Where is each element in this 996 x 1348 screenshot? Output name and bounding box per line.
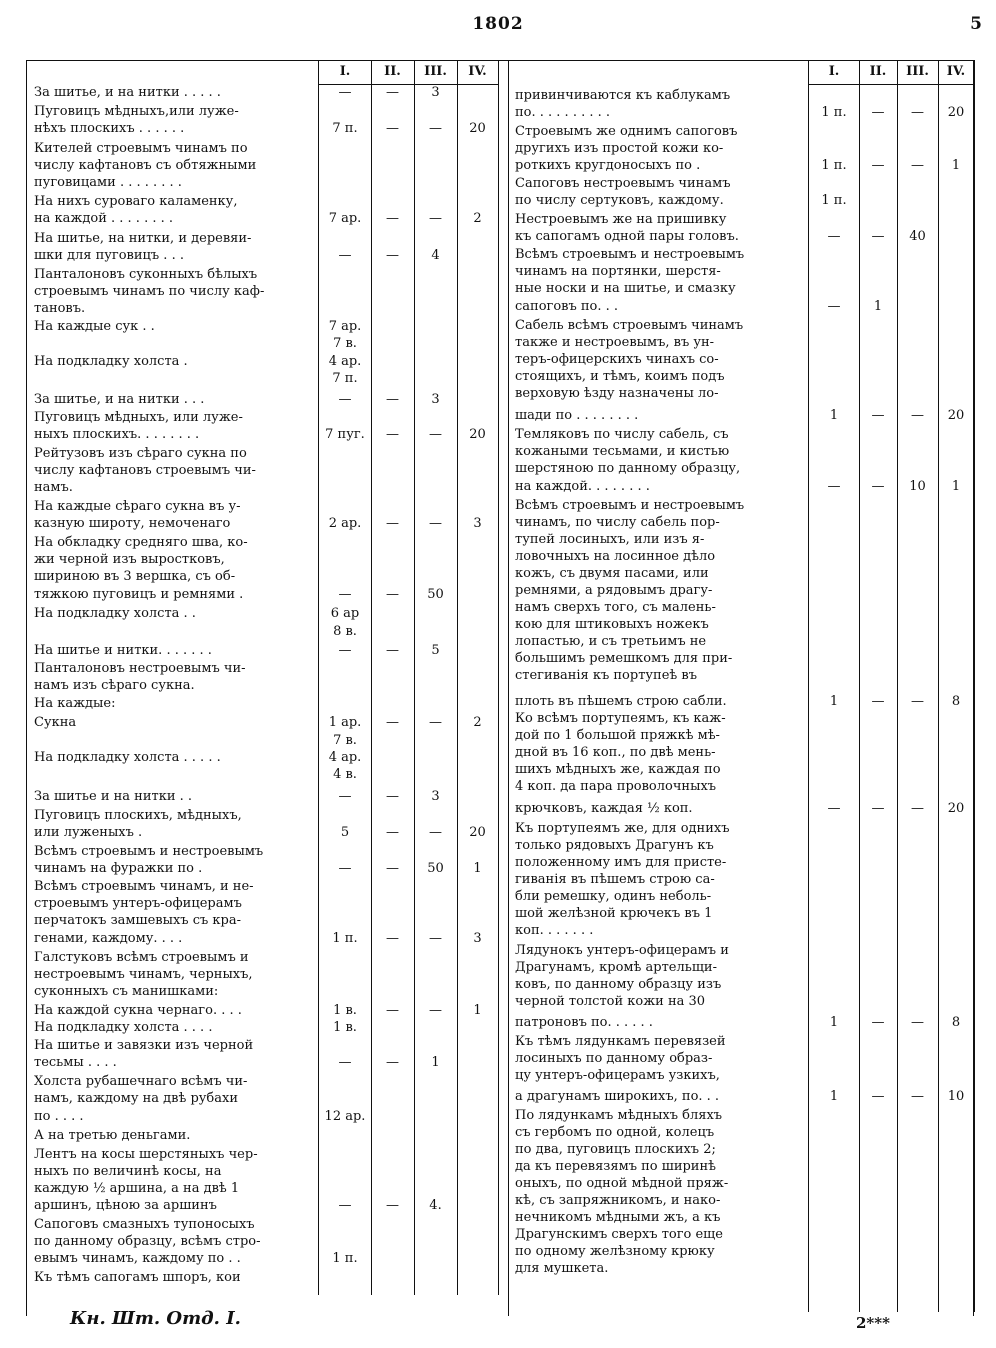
column-rule: [897, 60, 898, 1312]
right-row-value-col4: 1: [951, 479, 961, 494]
right-row-value-col1: —: [827, 801, 841, 816]
left-row-value-col3: —: [429, 1003, 442, 1018]
right-row-text: стоящихъ, и тѣмъ, коимъ подъ: [515, 369, 725, 384]
left-row-value-col1: 1 в.: [333, 1003, 357, 1018]
left-row-value-col2: —: [386, 392, 399, 407]
right-row-value-col3: —: [911, 408, 924, 423]
right-row-value-col2: —: [871, 694, 885, 709]
left-row-value-col1: 12 ар.: [324, 1109, 366, 1124]
left-row-text: или луженыхъ .: [34, 825, 143, 840]
left-row-value-col2: —: [386, 861, 399, 876]
left-row-value-col1: —: [338, 1198, 352, 1213]
right-row-text: кою для штиковыхъ ножекъ: [515, 617, 709, 632]
right-row-text: По лядункамъ мѣдныхъ бляхъ: [515, 1108, 723, 1123]
left-row-value-col2: —: [386, 1003, 399, 1018]
right-row-text: на каждой. . . . . . . .: [515, 479, 650, 494]
right-row-text: плоть въ пѣшемъ строю сабли.: [515, 694, 727, 709]
left-row-value-col3: —: [429, 516, 442, 531]
right-row-text: большимъ ремешкомъ для при-: [515, 651, 733, 666]
column-rule: [414, 60, 415, 1295]
left-row-value-col2: —: [386, 1198, 399, 1213]
left-row-value-col2: —: [386, 715, 399, 730]
left-row-text: На шитье и завязки изъ черной: [34, 1038, 254, 1053]
left-row-value-col1: 1 п.: [332, 1251, 358, 1266]
left-row-text: На подкладку холста . . . . .: [34, 750, 221, 765]
column-rule: [938, 60, 939, 1312]
column-rule: [974, 60, 975, 1312]
column-rule: [508, 60, 509, 1316]
left-row-text: На обкладку средняго шва, ко-: [34, 535, 248, 550]
column-header-1: I.: [828, 64, 840, 79]
right-row-text: стегиванія къ портупеѣ въ: [515, 668, 697, 683]
left-row-text: Пуговицъ мѣдныхъ, или луже-: [34, 410, 243, 425]
right-row-text: для мушкета.: [515, 1261, 609, 1276]
left-row-value-col4: 1: [473, 1003, 482, 1018]
left-row-text: ныхъ по величинѣ косы, на: [34, 1164, 222, 1179]
left-row-value-col1: —: [338, 85, 352, 100]
left-row-text: тесьмы . . . .: [34, 1055, 117, 1070]
left-row-value-col2: —: [386, 248, 399, 263]
right-row-text: оныхъ, по одной мѣдной пряж-: [515, 1176, 729, 1191]
left-row-value-col4: 20: [469, 825, 486, 840]
left-row-value-col1: 7 п.: [332, 121, 358, 136]
right-row-text: Къ портупеямъ же, для однихъ: [515, 821, 730, 836]
column-rule: [371, 60, 372, 1295]
left-row-value-col1: 1 ар.: [328, 715, 362, 730]
right-row-text: ные носки и на шитье, и смазку: [515, 281, 736, 296]
right-row-text: положенному имъ для присте-: [515, 855, 727, 870]
right-row-value-col2: 1: [873, 299, 883, 314]
right-row-value-col4: 10: [947, 1089, 965, 1104]
right-row-text: по. . . . . . . . . .: [515, 105, 611, 120]
column-rule: [859, 60, 860, 1312]
right-row-value-col3: 10: [909, 479, 926, 494]
right-row-text: кѣ, съ запряжникомъ, и нако-: [515, 1193, 721, 1208]
left-row-value-col4: 20: [469, 427, 486, 442]
left-row-value-col3: —: [429, 211, 442, 226]
left-row-text: На каждые сѣраго сукна въ у-: [34, 499, 241, 514]
left-row-value-col3: —: [429, 931, 442, 946]
left-row-value-col4: 3: [473, 516, 482, 531]
right-row-text: верховую ѣзду назначены ло-: [515, 386, 719, 401]
right-row-text: Сабель всѣмъ строевымъ чинамъ: [515, 318, 744, 333]
column-rule: [808, 60, 809, 1312]
right-row-text: гиванія въ пѣшемъ строю са-: [515, 872, 715, 887]
left-row-value-col2: —: [386, 825, 399, 840]
left-row-text: На каждой сукна чернаго. . . .: [34, 1003, 242, 1018]
right-row-text: крючковъ, каждая ½ коп.: [515, 801, 693, 816]
right-row-value-col3: —: [911, 105, 924, 120]
right-row-text: а драгунамъ широкихъ, по. . .: [515, 1089, 720, 1104]
left-row-value-col1: 4 в.: [333, 767, 357, 782]
right-row-value-col3: —: [911, 158, 924, 173]
right-row-text: привинчиваются къ каблукамъ: [515, 88, 731, 103]
left-row-text: Лентъ на косы шерстяныхъ чер-: [34, 1147, 258, 1162]
right-row-value-col1: 1: [829, 408, 839, 423]
left-row-value-col3: 5: [431, 643, 440, 658]
left-row-value-col1: —: [338, 392, 352, 407]
right-row-text: патроновъ по. . . . . .: [515, 1015, 653, 1030]
left-row-text: На нихъ суроваго каламенку,: [34, 194, 238, 209]
right-row-value-col2: —: [871, 1015, 885, 1030]
left-row-text: На подкладку холста .: [34, 354, 188, 369]
left-row-value-col1: 8 в.: [333, 624, 357, 639]
right-row-value-col2: —: [871, 158, 885, 173]
right-row-text: да къ перевязямъ по ширинѣ: [515, 1159, 716, 1174]
left-row-value-col1: —: [338, 643, 352, 658]
right-row-text: ловочныхъ на лосинное дѣло: [515, 549, 716, 564]
left-row-text: На шитье и нитки. . . . . . .: [34, 643, 212, 658]
left-row-text: аршинъ, цѣною за аршинъ: [34, 1198, 217, 1213]
left-row-value-col2: —: [386, 587, 399, 602]
left-row-value-col1: 7 п.: [332, 371, 358, 386]
right-row-value-col3: —: [911, 1089, 924, 1104]
right-row-value-col4: 20: [947, 105, 965, 120]
left-row-text: Всѣмъ строевымъ чинамъ, и не-: [34, 879, 254, 894]
right-row-text: также и нестроевымъ, въ ун-: [515, 335, 715, 350]
left-row-value-col1: 4 ар.: [328, 750, 362, 765]
left-row-value-col1: 7 в.: [333, 336, 357, 351]
left-row-text: пуговицами . . . . . . . .: [34, 175, 182, 190]
left-row-text: числу кафтановъ строевымъ чи-: [34, 463, 256, 478]
column-header-4: IV.: [468, 64, 487, 79]
sheet-mark: 2***: [856, 1314, 890, 1332]
left-row-value-col1: 7 ар.: [328, 319, 362, 334]
right-row-text: Лядунокъ унтеръ-офицерамъ и: [515, 943, 729, 958]
right-row-text: дой по 1 большой пряжкѣ мѣ-: [515, 728, 720, 743]
left-row-value-col1: 7 ар.: [328, 211, 362, 226]
right-row-text: другихъ изъ простой кожи ко-: [515, 141, 724, 156]
right-row-value-col1: —: [827, 479, 841, 494]
right-row-text: Всѣмъ строевымъ и нестроевымъ: [515, 498, 745, 513]
right-row-value-col3: 40: [909, 229, 926, 244]
right-row-value-col2: —: [871, 1089, 885, 1104]
right-row-text: къ сапогамъ одной пары головъ.: [515, 229, 739, 244]
column-header-3: III.: [906, 64, 929, 79]
right-row-text: Нестроевымъ же на пришивку: [515, 212, 727, 227]
right-row-text: черной толстой кожи на 30: [515, 994, 706, 1009]
right-row-value-col1: 1: [829, 694, 839, 709]
right-row-text: шой желѣзной крючекъ въ 1: [515, 906, 713, 921]
right-row-text: Всѣмъ строевымъ и нестроевымъ: [515, 247, 745, 262]
right-row-text: лопастью, и съ третьимъ не: [515, 634, 707, 649]
right-row-value-col2: —: [871, 105, 885, 120]
left-row-value-col4: 3: [473, 931, 482, 946]
right-row-text: Драгунскимъ сверхъ того еще: [515, 1227, 723, 1242]
page-number: 5: [970, 14, 982, 34]
left-row-text: За шитье, и на нитки . . .: [34, 392, 205, 407]
left-row-text: Галстуковъ всѣмъ строевымъ и: [34, 950, 249, 965]
left-row-text: евымъ чинамъ, каждому по . .: [34, 1251, 241, 1266]
right-row-text: по два, пуговицъ плоскихъ 2;: [515, 1142, 716, 1157]
left-row-text: А на третью деньгами.: [34, 1128, 191, 1143]
column-rule: [318, 60, 319, 1295]
left-row-value-col3: 4.: [429, 1198, 442, 1213]
left-border: [26, 60, 27, 1316]
right-row-value-col1: 1: [829, 1015, 839, 1030]
right-row-text: съ гербомъ по одной, колецъ: [515, 1125, 715, 1140]
left-row-value-col1: 7 в.: [333, 733, 357, 748]
right-row-value-col1: 1 п.: [821, 105, 847, 120]
left-row-text: На каждые сук . .: [34, 319, 155, 334]
left-row-value-col2: —: [386, 643, 399, 658]
left-row-value-col3: —: [429, 121, 442, 136]
left-row-text: Сукна: [34, 715, 77, 730]
right-row-text: чинамъ, по числу сабель пор-: [515, 515, 720, 530]
right-row-value-col4: 20: [947, 408, 965, 423]
right-row-text: теръ-офицерскихъ чинахъ со-: [515, 352, 719, 367]
column-header-2: II.: [384, 64, 401, 79]
right-row-value-col4: 1: [951, 158, 961, 173]
left-row-value-col1: —: [338, 1055, 352, 1070]
left-row-value-col1: 2 ар.: [328, 516, 362, 531]
left-row-value-col3: 1: [431, 1055, 440, 1070]
left-row-text: по данному образцу, всѣмъ стро-: [34, 1234, 261, 1249]
left-row-text: Пуговицъ плоскихъ, мѣдныхъ,: [34, 808, 242, 823]
left-row-text: На подкладку холста . . . .: [34, 1020, 213, 1035]
right-row-text: дной въ 16 коп., по двѣ мень-: [515, 745, 716, 760]
right-row-text: коп. . . . . . .: [515, 923, 594, 938]
right-row-text: шерстяною по данному образцу,: [515, 461, 741, 476]
left-row-value-col2: —: [386, 931, 399, 946]
left-row-value-col3: —: [429, 427, 442, 442]
right-row-text: намъ сверхъ того, съ малень-: [515, 600, 716, 615]
left-row-text: Кителей строевымъ чинамъ по: [34, 141, 248, 156]
left-row-text: тановъ.: [34, 301, 86, 316]
left-row-text: ныхъ плоскихъ. . . . . . . .: [34, 427, 200, 442]
left-row-value-col2: —: [386, 121, 399, 136]
header-rule: [808, 84, 975, 85]
right-row-text: цу унтеръ-офицерамъ узкихъ,: [515, 1068, 720, 1083]
left-row-value-col2: —: [386, 211, 399, 226]
page-year: 1802: [472, 14, 524, 34]
left-row-text: шириною въ 3 вершка, съ об-: [34, 569, 236, 584]
left-row-text: строевымъ чинамъ по числу каф-: [34, 284, 265, 299]
left-row-value-col1: 7 пуг.: [325, 427, 365, 442]
right-row-text: кожъ, съ двумя пасами, или: [515, 566, 709, 581]
left-row-value-col2: —: [386, 85, 399, 100]
left-row-text: намъ.: [34, 480, 73, 495]
left-row-text: За шитье, и на нитки . . . . .: [34, 85, 221, 100]
right-row-text: Къ тѣмъ лядункамъ перевязей: [515, 1034, 726, 1049]
column-header-3: III.: [424, 64, 447, 79]
left-row-text: жи черной изъ выростковъ,: [34, 552, 225, 567]
left-row-text: Всѣмъ строевымъ и нестроевымъ: [34, 844, 264, 859]
right-row-text: Ко всѣмъ портупеямъ, къ каж-: [515, 711, 726, 726]
left-row-text: суконныхъ съ манишками:: [34, 984, 219, 999]
right-row-text: шади по . . . . . . . .: [515, 408, 639, 423]
right-row-value-col3: —: [911, 1015, 924, 1030]
left-row-value-col1: 1 п.: [332, 931, 358, 946]
right-row-value-col1: 1 п.: [821, 158, 847, 173]
right-row-text: бли ремешку, одинъ неболь-: [515, 889, 712, 904]
left-row-value-col3: 3: [431, 85, 440, 100]
left-row-text: Сапоговъ смазныхъ тупоносыхъ: [34, 1217, 255, 1232]
left-row-value-col4: 2: [473, 211, 482, 226]
right-row-value-col4: 8: [951, 1015, 961, 1030]
left-row-value-col3: 4: [431, 248, 440, 263]
footer-signature: Кн. Шт. Отд. I.: [70, 1308, 241, 1329]
right-row-text: лосиныхъ по данному образ-: [515, 1051, 713, 1066]
right-row-text: ковъ, по данному образцу изъ: [515, 977, 722, 992]
left-row-value-col4: 2: [473, 715, 482, 730]
right-row-value-col1: —: [827, 229, 841, 244]
left-row-text: На каждые:: [34, 696, 116, 711]
right-row-value-col2: —: [871, 801, 885, 816]
left-row-text: казную широту, немоченаго: [34, 516, 231, 531]
left-row-text: строевымъ унтеръ-офицерамъ: [34, 896, 242, 911]
left-row-value-col3: —: [429, 825, 442, 840]
left-row-value-col3: 3: [431, 392, 440, 407]
right-row-text: ремнями, а рядовымъ драгу-: [515, 583, 713, 598]
right-row-text: Строевымъ же однимъ сапоговъ: [515, 124, 738, 139]
right-row-value-col3: —: [911, 694, 924, 709]
right-row-value-col1: 1 п.: [821, 193, 847, 208]
left-row-value-col1: 4 ар.: [328, 354, 362, 369]
right-row-value-col2: —: [871, 479, 885, 494]
right-row-text: 4 коп. да пара проволочныхъ: [515, 779, 717, 794]
right-row-value-col1: —: [827, 299, 841, 314]
left-row-text: Холста рубашечнаго всѣмъ чи-: [34, 1074, 248, 1089]
left-row-text: На подкладку холста . .: [34, 606, 196, 621]
right-row-text: сапоговъ по. . .: [515, 299, 619, 314]
left-row-value-col1: —: [338, 789, 352, 804]
right-row-value-col2: —: [871, 229, 885, 244]
left-row-value-col3: 50: [427, 861, 444, 876]
left-row-value-col3: 50: [427, 587, 444, 602]
right-row-text: шихъ мѣдныхъ же, каждая по: [515, 762, 721, 777]
left-row-text: перчатокъ замшевыхъ съ кра-: [34, 913, 241, 928]
left-row-text: числу кафтановъ съ обтяжными: [34, 158, 257, 173]
left-row-text: чинамъ на фуражки по .: [34, 861, 203, 876]
right-row-text: Сапоговъ нестроевымъ чинамъ: [515, 176, 731, 191]
column-rule: [457, 60, 458, 1295]
left-row-value-col2: —: [386, 516, 399, 531]
left-row-value-col2: —: [386, 1055, 399, 1070]
left-row-value-col1: 1 в.: [333, 1020, 357, 1035]
right-row-text: Драгунамъ, кромѣ артельщи-: [515, 960, 717, 975]
left-row-value-col2: —: [386, 427, 399, 442]
left-row-text: тяжкою пуговицъ и ремнями .: [34, 587, 244, 602]
left-row-value-col1: 6 ар: [330, 606, 360, 621]
left-row-text: За шитье и на нитки . .: [34, 789, 193, 804]
header-rule: [318, 84, 499, 85]
left-row-text: Рейтузовъ изъ сѣраго сукна по: [34, 446, 247, 461]
left-row-text: каждую ½ аршина, а на двѣ 1: [34, 1181, 240, 1196]
right-row-value-col4: 20: [947, 801, 965, 816]
left-row-value-col1: —: [338, 861, 352, 876]
right-row-text: чинамъ на портянки, шерстя-: [515, 264, 721, 279]
column-header-1: I.: [339, 64, 351, 79]
left-row-value-col4: 1: [473, 861, 482, 876]
left-row-value-col1: —: [338, 587, 352, 602]
right-row-text: тупей лосиныхъ, или изъ я-: [515, 532, 705, 547]
right-row-value-col4: 8: [951, 694, 961, 709]
right-row-text: по числу сертуковъ, каждому.: [515, 193, 724, 208]
right-row-value-col3: —: [911, 801, 924, 816]
left-row-value-col1: 5: [340, 825, 350, 840]
left-row-value-col3: —: [429, 715, 442, 730]
column-header-2: II.: [869, 64, 887, 79]
left-row-text: по . . . .: [34, 1109, 84, 1124]
right-row-text: Темляковъ по числу сабель, съ: [515, 427, 729, 442]
left-row-text: генами, каждому. . . .: [34, 931, 183, 946]
right-row-value-col1: 1: [829, 1089, 839, 1104]
left-row-text: намъ изъ сѣраго сукна.: [34, 678, 195, 693]
left-row-text: Панталоновъ суконныхъ бѣлыхъ: [34, 267, 258, 282]
left-row-text: Пуговицъ мѣдныхъ,или луже-: [34, 104, 239, 119]
right-row-text: только рядовыхъ Драгунъ къ: [515, 838, 714, 853]
right-row-text: роткихъ кругдоносыхъ по .: [515, 158, 701, 173]
right-row-value-col2: —: [871, 408, 885, 423]
left-row-text: На шитье, на нитки, и деревяи-: [34, 231, 252, 246]
right-row-text: по одному желѣзному крюку: [515, 1244, 715, 1259]
left-row-text: Къ тѣмъ сапогамъ шпоръ, кои: [34, 1270, 241, 1285]
left-row-text: нѣхъ плоскихъ . . . . . .: [34, 121, 185, 136]
left-row-value-col4: 20: [469, 121, 486, 136]
right-row-text: нечникомъ мѣдными жъ, а къ: [515, 1210, 721, 1225]
left-row-text: намъ, каждому на двѣ рубахи: [34, 1091, 239, 1106]
left-row-text: Панталоновъ нестроевымъ чи-: [34, 661, 246, 676]
left-row-value-col1: —: [338, 248, 352, 263]
left-row-text: на каждой . . . . . . . .: [34, 211, 173, 226]
column-rule: [498, 60, 499, 1295]
left-row-value-col2: —: [386, 789, 399, 804]
top-rule: [26, 60, 974, 61]
left-row-text: нестроевымъ чинамъ, черныхъ,: [34, 967, 253, 982]
column-header-4: IV.: [946, 64, 966, 79]
right-row-text: кожаными тесьмами, и кистью: [515, 444, 730, 459]
left-row-text: шки для пуговицъ . . .: [34, 248, 184, 263]
left-row-value-col3: 3: [431, 789, 440, 804]
